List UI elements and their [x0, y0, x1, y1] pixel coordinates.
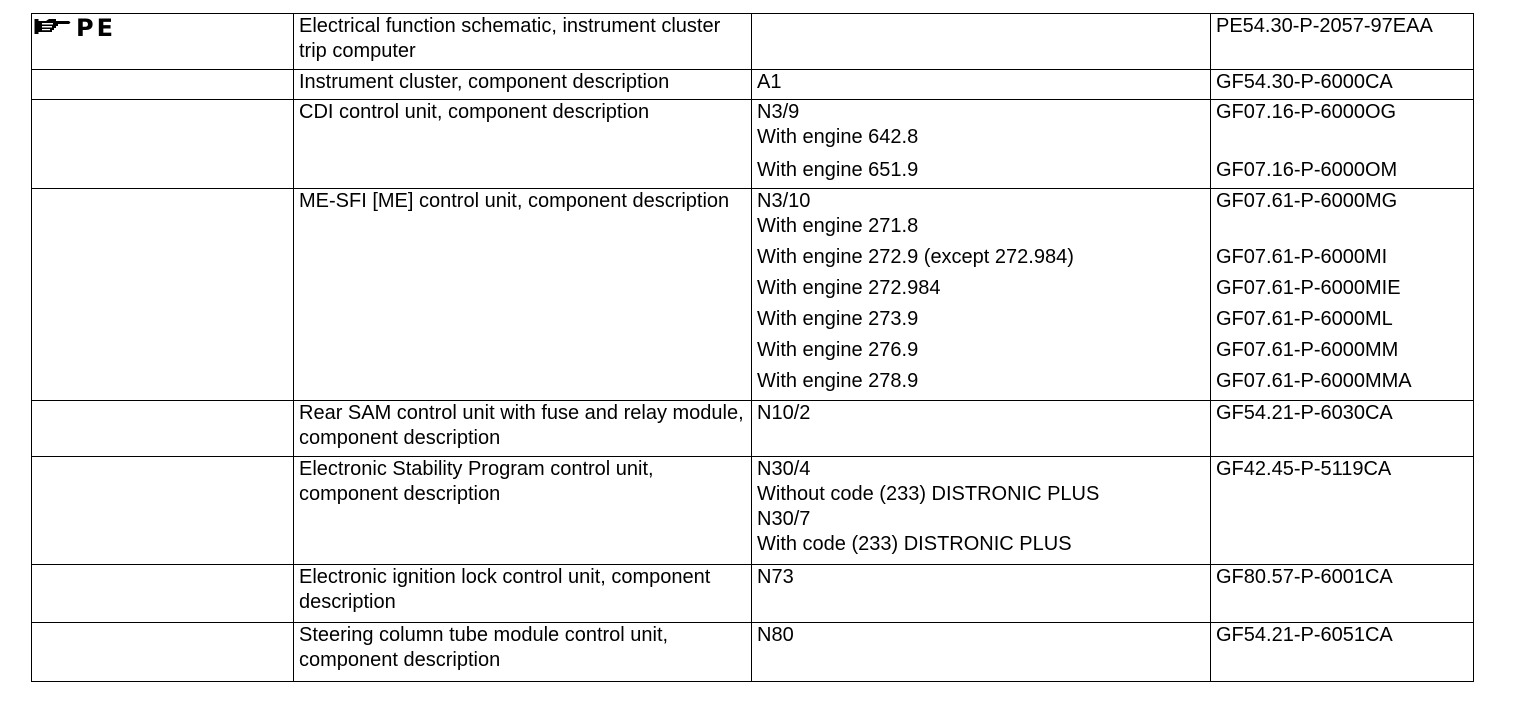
row-document-number: [1211, 189, 1474, 401]
row-document-number: [1211, 457, 1474, 565]
document-link[interactable]: GF07.61-P-6000MMA: [1216, 370, 1412, 392]
table-row: [32, 70, 1474, 100]
table-row: [32, 565, 1474, 623]
row-title: Electronic ignition lock control unit, component description: [294, 565, 752, 623]
document-link[interactable]: GF54.21-P-6051CA: [1216, 624, 1393, 646]
row-document-number: [1211, 401, 1474, 457]
row-title: Electrical function schematic, instrument cluster trip computer: [294, 14, 752, 70]
row-designation: A1: [752, 70, 1211, 100]
pointing-hand-icon: [34, 16, 72, 40]
row-document-number: [1211, 565, 1474, 623]
row-title: Electronic Stability Program control unit, component description: [294, 457, 752, 565]
document-link[interactable]: PE54.30-P-2057-97EAA: [1216, 15, 1433, 37]
document-link[interactable]: GF54.21-P-6030CA: [1216, 402, 1393, 424]
document-link[interactable]: GF07.61-P-6000MM: [1216, 339, 1399, 361]
table-row: [32, 401, 1474, 457]
row-title: Rear SAM control unit with fuse and relay module, component description: [294, 401, 752, 457]
document-link[interactable]: GF07.16-P-6000OM: [1216, 159, 1398, 181]
table-row: [32, 457, 1474, 565]
row-title: Steering column tube module control unit, component description: [294, 623, 752, 682]
document-link[interactable]: GF07.61-P-6000MG: [1216, 190, 1398, 212]
row-designation: N3/9 With engine 642.8 With engine 651.9: [752, 100, 1211, 189]
row-designation: N3/10 With engine 271.8 With engine 272.9 (except 272.984) With engine 272.984 With engine 273.9 With engine 276.9 With engine 278.9: [752, 189, 1211, 401]
row-designation: N80: [752, 623, 1211, 682]
document-link[interactable]: GF42.45-P-5119CA: [1216, 458, 1392, 480]
marker-cell: [32, 14, 294, 70]
row-designation: [752, 14, 1211, 70]
row-document-number: [1211, 623, 1474, 682]
row-designation: N73: [752, 565, 1211, 623]
document-link[interactable]: GF07.61-P-6000MI: [1216, 246, 1388, 268]
document-link[interactable]: GF07.61-P-6000ML: [1216, 308, 1393, 330]
marker-label: PE: [76, 14, 116, 42]
row-title: CDI control unit, component description: [294, 100, 752, 189]
document-link[interactable]: GF54.30-P-6000CA: [1216, 71, 1393, 93]
table-row: [32, 623, 1474, 682]
table-row: [32, 189, 1474, 401]
row-document-number: [1211, 70, 1474, 100]
row-title: Instrument cluster, component description: [294, 70, 752, 100]
table-row: [32, 14, 1474, 70]
row-designation: N30/4 Without code (233) DISTRONIC PLUS N30/7 With code (233) DISTRONIC PLUS: [752, 457, 1211, 565]
row-designation: N10/2: [752, 401, 1211, 457]
reference-table: [31, 13, 1474, 682]
document-link[interactable]: GF07.61-P-6000MIE: [1216, 277, 1401, 299]
row-document-number: [1211, 14, 1474, 70]
row-document-number: [1211, 100, 1474, 189]
table-row: [32, 100, 1474, 189]
row-title: ME-SFI [ME] control unit, component description: [294, 189, 752, 401]
document-link[interactable]: GF80.57-P-6001CA: [1216, 566, 1393, 588]
document-link[interactable]: GF07.16-P-6000OG: [1216, 101, 1397, 123]
